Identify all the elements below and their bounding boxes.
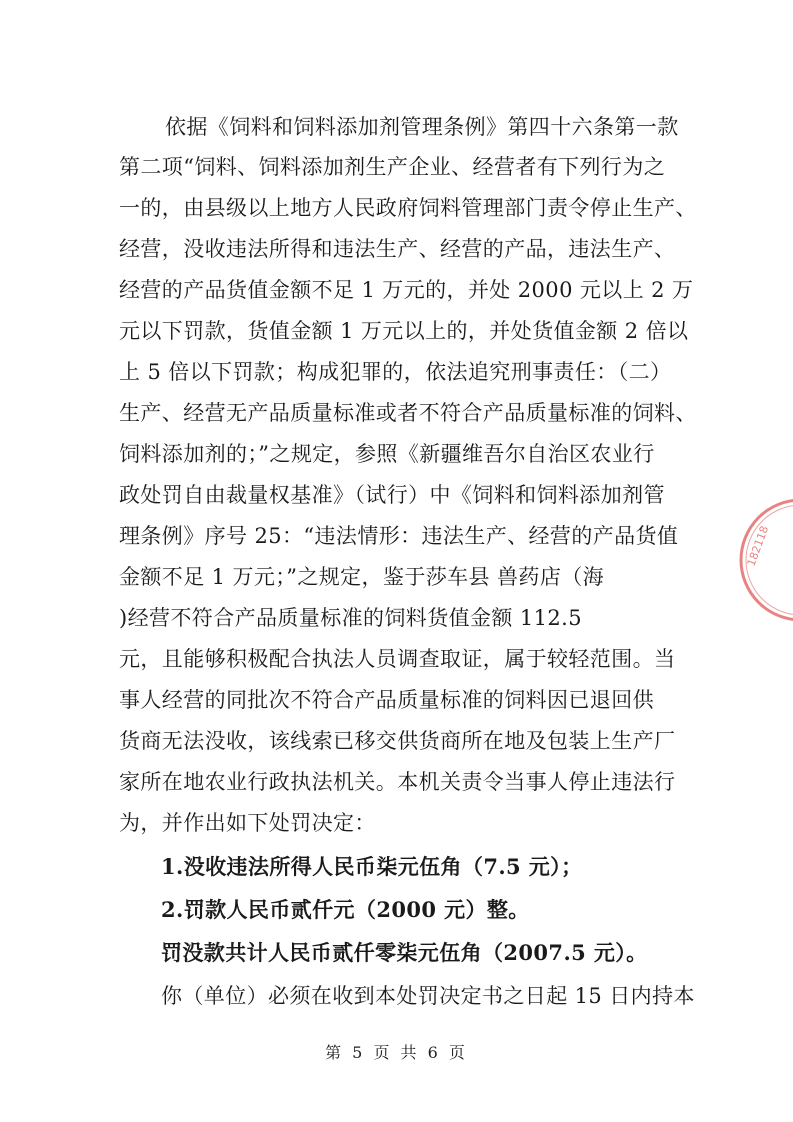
penalty-item-1: 1.没收违法所得人民币柒元伍角（7.5 元）； [161, 854, 583, 879]
body-line: 元以下罚款，货值金额 1 万元以上的，并处货值金额 2 倍以 [119, 319, 689, 343]
body-line: 金额不足 1 万元；”之规定，鉴于莎车县 兽药店（海 [119, 565, 605, 589]
body-line: 家所在地农业行政执法机关。本机关责令当事人停止违法行 [119, 770, 676, 794]
body-line: 元，且能够积极配合执法人员调查取证，属于较轻范围。当 [119, 647, 676, 671]
body-line: 货商无法没收，该线索已移交供货商所在地及包装上生产厂 [119, 729, 676, 753]
closing-line: 你（单位）必须在收到本处罚决定书之日起 15 日内持本 [161, 984, 695, 1008]
body-line: 依据《饲料和饲料添加剂管理条例》第四十六条第一款 [165, 115, 679, 139]
page-number: 第 5 页 共 6 页 [325, 1043, 468, 1062]
penalty-item-2: 2.罚款人民币贰仟元（2000 元）整。 [161, 897, 530, 922]
body-line: 政处罚自由裁量权基准》（试行）中《饲料和饲料添加剂管 [119, 483, 665, 507]
body-line: 为，并作出如下处罚决定： [119, 811, 376, 835]
body-line: 理条例》序号 25：“违法情形：违法生产、经营的产品货值 [119, 524, 679, 548]
body-line: 生产、经营无产品质量标准或者不符合产品质量标准的饲料、 [119, 401, 697, 425]
body-line: 第二项“饲料、饲料添加剂生产企业、经营者有下列行为之 [119, 155, 666, 179]
body-line: 一的，由县级以上地方人民政府饲料管理部门责令停止生产、 [119, 196, 697, 220]
official-seal-stamp [736, 495, 793, 625]
body-line: 上 5 倍以下罚款；构成犯罪的，依法追究刑事责任：（二） [119, 360, 672, 384]
body-line: 饲料添加剂的；”之规定，参照《新疆维吾尔自治区农业行 [119, 442, 655, 466]
body-line: 事人经营的同批次不符合产品质量标准的饲料因已退回供 [119, 688, 654, 712]
body-line: 经营，没收违法所得和违法生产、经营的产品，违法生产、 [119, 237, 676, 261]
penalty-total: 罚没款共计人民币贰仟零柒元伍角（2007.5 元）。 [161, 940, 648, 965]
body-line: 经营的产品货值金额不足 1 万元的，并处 2000 元以上 2 万 [119, 278, 694, 302]
body-line: )经营不符合产品质量标准的饲料货值金额 112.5 [119, 606, 582, 630]
svg-text:182118: 182118 [744, 524, 772, 569]
